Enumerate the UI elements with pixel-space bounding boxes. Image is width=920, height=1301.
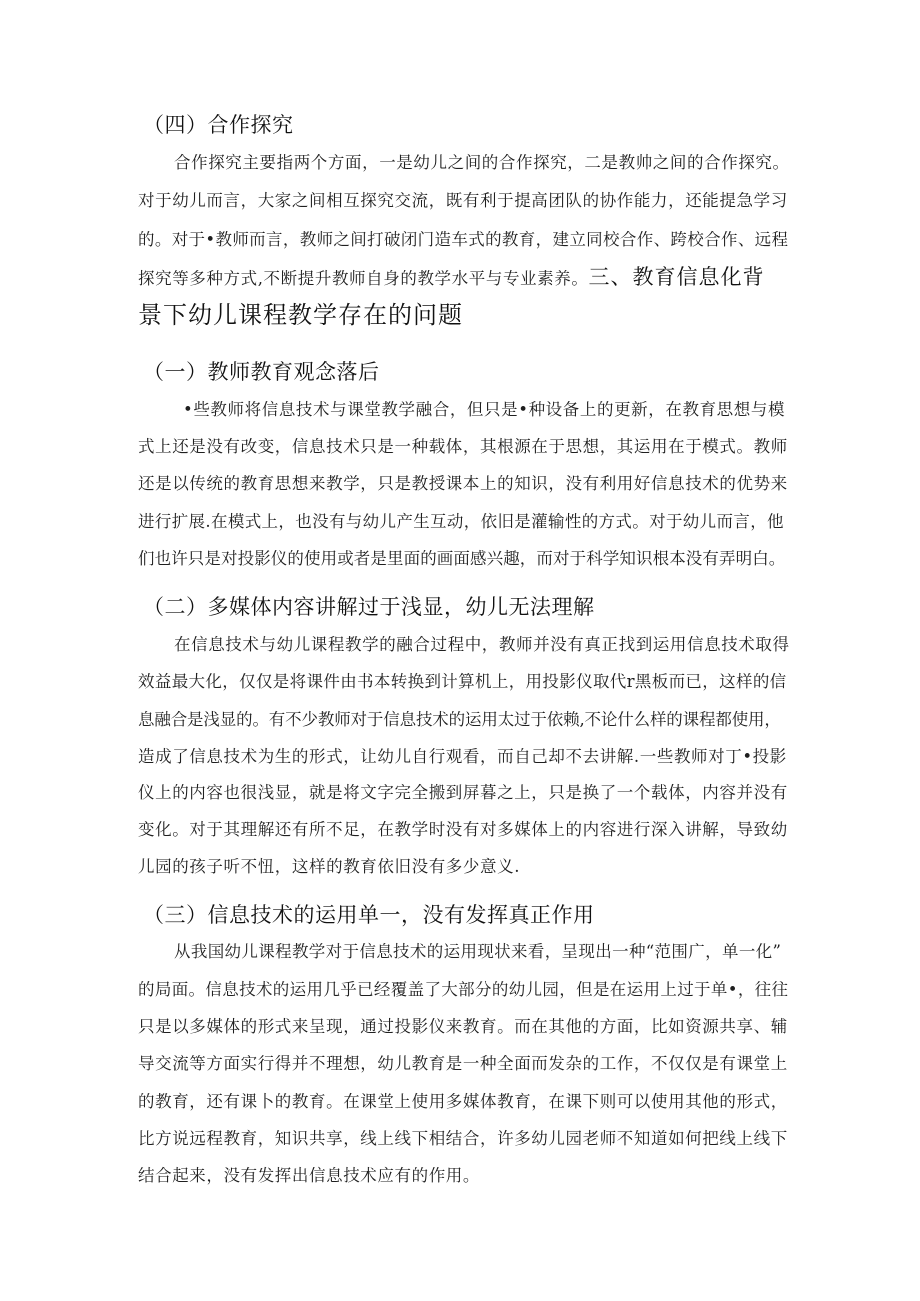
paragraph-line: 从我国幼儿课程教学对于信息技术的运用现状来看，呈现出一种“范围广，单一化” bbox=[174, 942, 782, 961]
paragraph-line: 结合起来，没有发挥出信息技术应有的作用。 bbox=[138, 1166, 480, 1185]
paragraph-line: •些教师将信息技术与课堂教学融合，但只是•种设备上的更新，在教育思想与模 bbox=[183, 400, 786, 419]
paragraph-line: 比方说远程教育，知识共享，线上线下相结合，许多幼儿园老师不知道如何把线上线下 bbox=[138, 1129, 788, 1148]
section-heading-cooperative-inquiry: （四）合作探究 bbox=[143, 113, 294, 137]
paragraph-line: 息融合是浅显的。有不少教师对于信息技术的运用太过于依赖,不论什么样的课程都使用， bbox=[138, 710, 781, 729]
paragraph-line: 造成了信息技术为生的形式，让幼儿自行观看，而自己却不去讲解.一些教师对丁•投影 bbox=[138, 747, 787, 766]
paragraph-line: 效益最大化，仅仅是将课件由书本转换到计算机上，用投影仪取代r黑板而已，这样的信 bbox=[138, 672, 787, 691]
paragraph-line-with-chapter-heading bbox=[138, 266, 764, 290]
paragraph-line: 的教育，还有课卜的教育。在课堂上使用多媒体教育，在课下则可以使用其他的形式， bbox=[138, 1092, 788, 1111]
paragraph-line: 在信息技术与幼儿课程教学的融合过程中，教师并没有真正找到运用信息技术取得 bbox=[174, 635, 790, 654]
paragraph-line: 还是以传统的教育思想来教学，只是教授课本上的知识，没有利用好信息技术的优势来 bbox=[138, 474, 788, 493]
paragraph-line: 合作探究主要指两个方面，一是幼儿之间的合作探究，二是教帅之间的合作探究。 bbox=[174, 153, 790, 172]
paragraph-line-text: 探究等多种方式,不断提升教师自身的教学水平与专业素养。 bbox=[138, 269, 589, 288]
section-heading-shallow-multimedia: （二）多媒体内容讲解过于浅显，幼儿无法理解 bbox=[143, 595, 595, 619]
paragraph-line: 对于幼儿而言，大家之间相互探究交流，既有利于提高团队的协作能力，还能提急学习 bbox=[138, 191, 788, 210]
paragraph-line: 的。对于•教师而言，教师之间打破闭门造车式的教育，建立同校合作、跨校合作、远程 bbox=[138, 230, 789, 249]
paragraph-line: 进行扩展.在模式上，也没有与幼儿产生互动，依旧是灌输性的方式。对于幼儿而言，他 bbox=[138, 512, 784, 531]
section-heading-single-use: （三）信息技术的运用单一，没有发挥真正作用 bbox=[143, 903, 595, 927]
paragraph-line: 变化。对于其理解还有所不足，在教学时没有对多媒体上的内容进行深入讲解，导致幼 bbox=[138, 820, 788, 839]
paragraph-line: 式上还是没有改变，信息技术只是一种载体，其根源在于思想，其运用在于模式。教师 bbox=[138, 437, 788, 456]
section-heading-outdated-concepts: （一）教师教育观念落后 bbox=[143, 360, 380, 384]
paragraph-line: 的局面。信息技术的运用几乎已经覆盖了大部分的幼儿园，但是在运用上过于单•，往往 bbox=[138, 980, 789, 999]
paragraph-line: 导交流等方面实行得并不理想，幼儿教育是一种全面而发杂的工作，不仅仅是有课堂上 bbox=[138, 1054, 788, 1073]
paragraph-line: 只是以多媒体的形式来呈现，通过投影仪来教育。而在其他的方面，比如资源共享、辅 bbox=[138, 1017, 788, 1036]
chapter-heading-part2: 景下幼儿课程教学存在的问题 bbox=[138, 301, 463, 329]
paragraph-line: 们也许只是对投影仪的使用或者是里面的画面感兴趣，而对于科学知识根本没有弄明白。 bbox=[138, 549, 786, 568]
paragraph-line: 儿园的孩子听不忸，这样的教育依旧没有多少意义. bbox=[138, 857, 521, 876]
chapter-heading-part1: 三、教育信息化背 bbox=[588, 265, 765, 289]
paragraph-line: 仪上的内容也很浅显，就是将文字完全搬到屏暮之上，只是换了一个载体，内容并没有 bbox=[138, 783, 788, 802]
